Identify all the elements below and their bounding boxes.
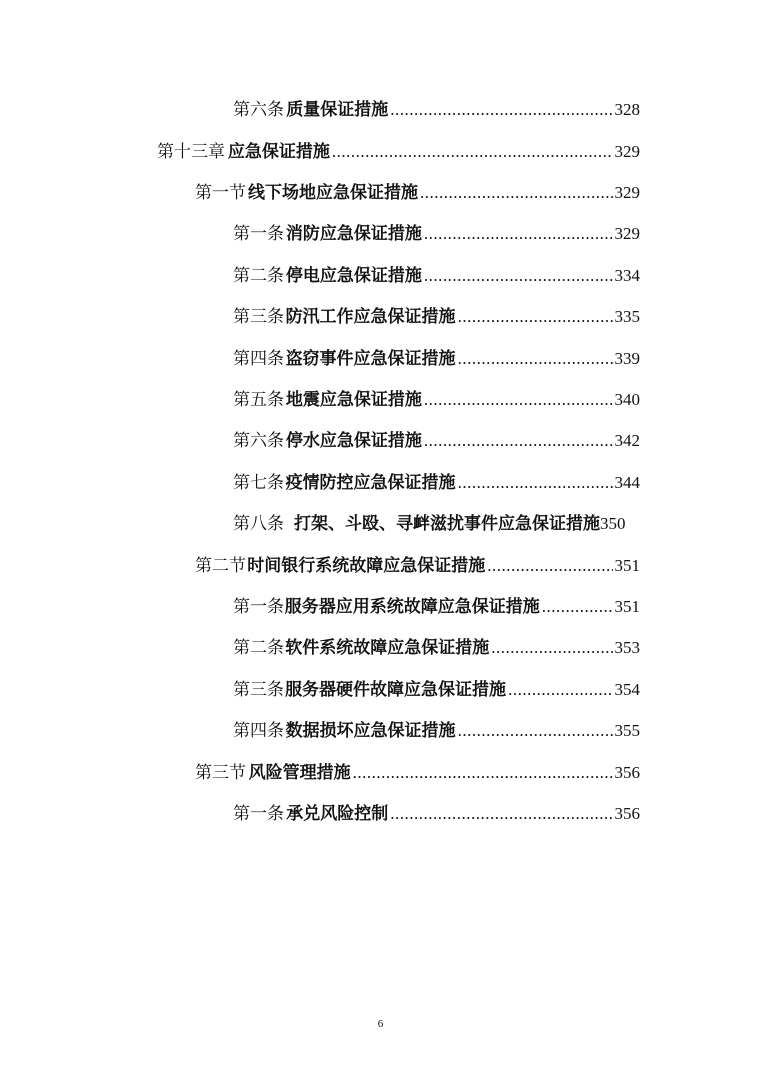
dot-leader (424, 388, 613, 412)
toc-entry-page: 351 (614, 597, 640, 616)
toc-entry-title: 打架、斗殴、寻衅滋扰事件应急保证措施 (294, 514, 600, 534)
toc-entry-number: 第二节 (195, 556, 246, 575)
toc-entry-title: 服务器应用系统故障应急保证措施 (284, 597, 540, 617)
dot-leader (424, 222, 613, 246)
toc-entry-page: 350 (600, 514, 626, 533)
toc-entry-number: 第二条 (233, 638, 284, 657)
toc-entry-title: 应急保证措施 (227, 142, 330, 162)
dot-leader (508, 678, 612, 702)
toc-entry[interactable] (233, 678, 640, 702)
toc-entry-page: 356 (614, 763, 640, 782)
toc-entry-title: 停水应急保证措施 (285, 431, 422, 451)
toc-entry-title: 数据损坏应急保证措施 (285, 721, 456, 741)
toc-entry[interactable] (233, 595, 640, 619)
toc-entry-number: 第三节 (195, 763, 246, 782)
toc-entry[interactable] (233, 388, 640, 412)
toc-entry-number: 第七条 (233, 473, 284, 492)
toc-entry-number: 第六条 (233, 431, 284, 450)
toc-entry[interactable] (233, 802, 640, 826)
toc-entry-title: 地震应急保证措施 (285, 390, 422, 410)
toc-entry[interactable] (195, 761, 640, 785)
toc-entry-page: 344 (614, 473, 640, 492)
toc-entry-title: 停电应急保证措施 (285, 266, 422, 286)
toc-entry[interactable] (195, 181, 640, 205)
toc-entry[interactable] (233, 512, 663, 536)
dot-leader (491, 636, 612, 660)
toc-entry-number: 第二条 (233, 266, 284, 285)
toc-entry-title: 时间银行系统故障应急保证措施 (247, 556, 486, 576)
dot-leader (424, 429, 613, 453)
toc-entry-page: 328 (614, 100, 640, 119)
toc-entry-number: 第六条 (233, 100, 284, 119)
toc-entry[interactable] (233, 719, 640, 743)
toc-entry-number: 第五条 (233, 390, 284, 409)
toc-entry[interactable] (233, 471, 640, 495)
toc-entry-title: 线下场地应急保证措施 (247, 183, 418, 203)
toc-entry[interactable] (233, 305, 640, 329)
toc-entry-title: 软件系统故障应急保证措施 (285, 638, 490, 658)
toc-entry-number: 第三条 (233, 680, 284, 699)
toc-entry[interactable] (233, 222, 640, 246)
toc-entry[interactable] (195, 554, 640, 578)
toc-entry-page: 335 (614, 307, 640, 326)
toc-entry-number: 第一条 (233, 804, 284, 823)
toc-entry-number: 第四条 (233, 349, 284, 368)
toc-entry-page: 340 (614, 390, 640, 409)
toc-entry-title: 防汛工作应急保证措施 (285, 307, 456, 327)
toc-entry-title: 承兑风险控制 (286, 804, 389, 824)
toc-entry[interactable] (233, 264, 640, 288)
dot-leader (458, 719, 613, 743)
toc-entry-title: 质量保证措施 (286, 100, 389, 120)
dot-leader (390, 802, 612, 826)
toc-entry-number: 第一节 (195, 183, 246, 202)
toc-entry-page: 329 (614, 142, 640, 161)
toc-entry[interactable] (233, 347, 640, 371)
toc-entry-number: 第十三章 (157, 142, 225, 161)
toc-entry-number: 第一条 (233, 224, 284, 243)
dot-leader (458, 305, 613, 329)
dot-leader (353, 761, 613, 785)
toc-entry-page: 356 (614, 804, 640, 823)
page-number: 6 (377, 1018, 384, 1030)
toc-entry[interactable] (233, 98, 640, 122)
dot-leader (390, 98, 612, 122)
dot-leader (458, 347, 613, 371)
toc-entry-title: 消防应急保证措施 (285, 224, 422, 244)
dot-leader (542, 595, 613, 619)
dot-leader (424, 264, 613, 288)
toc-entry-page: 334 (614, 266, 640, 285)
toc-entry-number: 第一条 (233, 597, 284, 616)
dot-leader (458, 471, 613, 495)
toc-entry-title: 疫情防控应急保证措施 (285, 473, 456, 493)
toc-entry-title: 服务器硬件故障应急保证措施 (285, 680, 507, 700)
toc-entry-title: 风险管理措施 (248, 763, 351, 783)
toc-entry-page: 353 (614, 638, 640, 657)
toc-entry-number: 第八条 (233, 514, 284, 533)
toc-entry[interactable] (157, 140, 640, 164)
toc-entry-page: 329 (614, 224, 640, 243)
toc-entry-page: 354 (614, 680, 640, 699)
toc-entry[interactable] (233, 429, 640, 453)
toc-entry-number: 第三条 (233, 307, 284, 326)
toc-entry-page: 355 (614, 721, 640, 740)
toc-entry[interactable] (233, 636, 640, 660)
toc-entry-page: 329 (614, 183, 640, 202)
dot-leader (420, 181, 613, 205)
toc-entry-page: 342 (614, 431, 640, 450)
toc-entry-title: 盗窃事件应急保证措施 (285, 349, 456, 369)
dot-leader (332, 140, 613, 164)
toc-entry-page: 339 (614, 349, 640, 368)
toc-entry-page: 351 (614, 556, 640, 575)
toc-entry-number: 第四条 (233, 721, 284, 740)
dot-leader (487, 554, 612, 578)
